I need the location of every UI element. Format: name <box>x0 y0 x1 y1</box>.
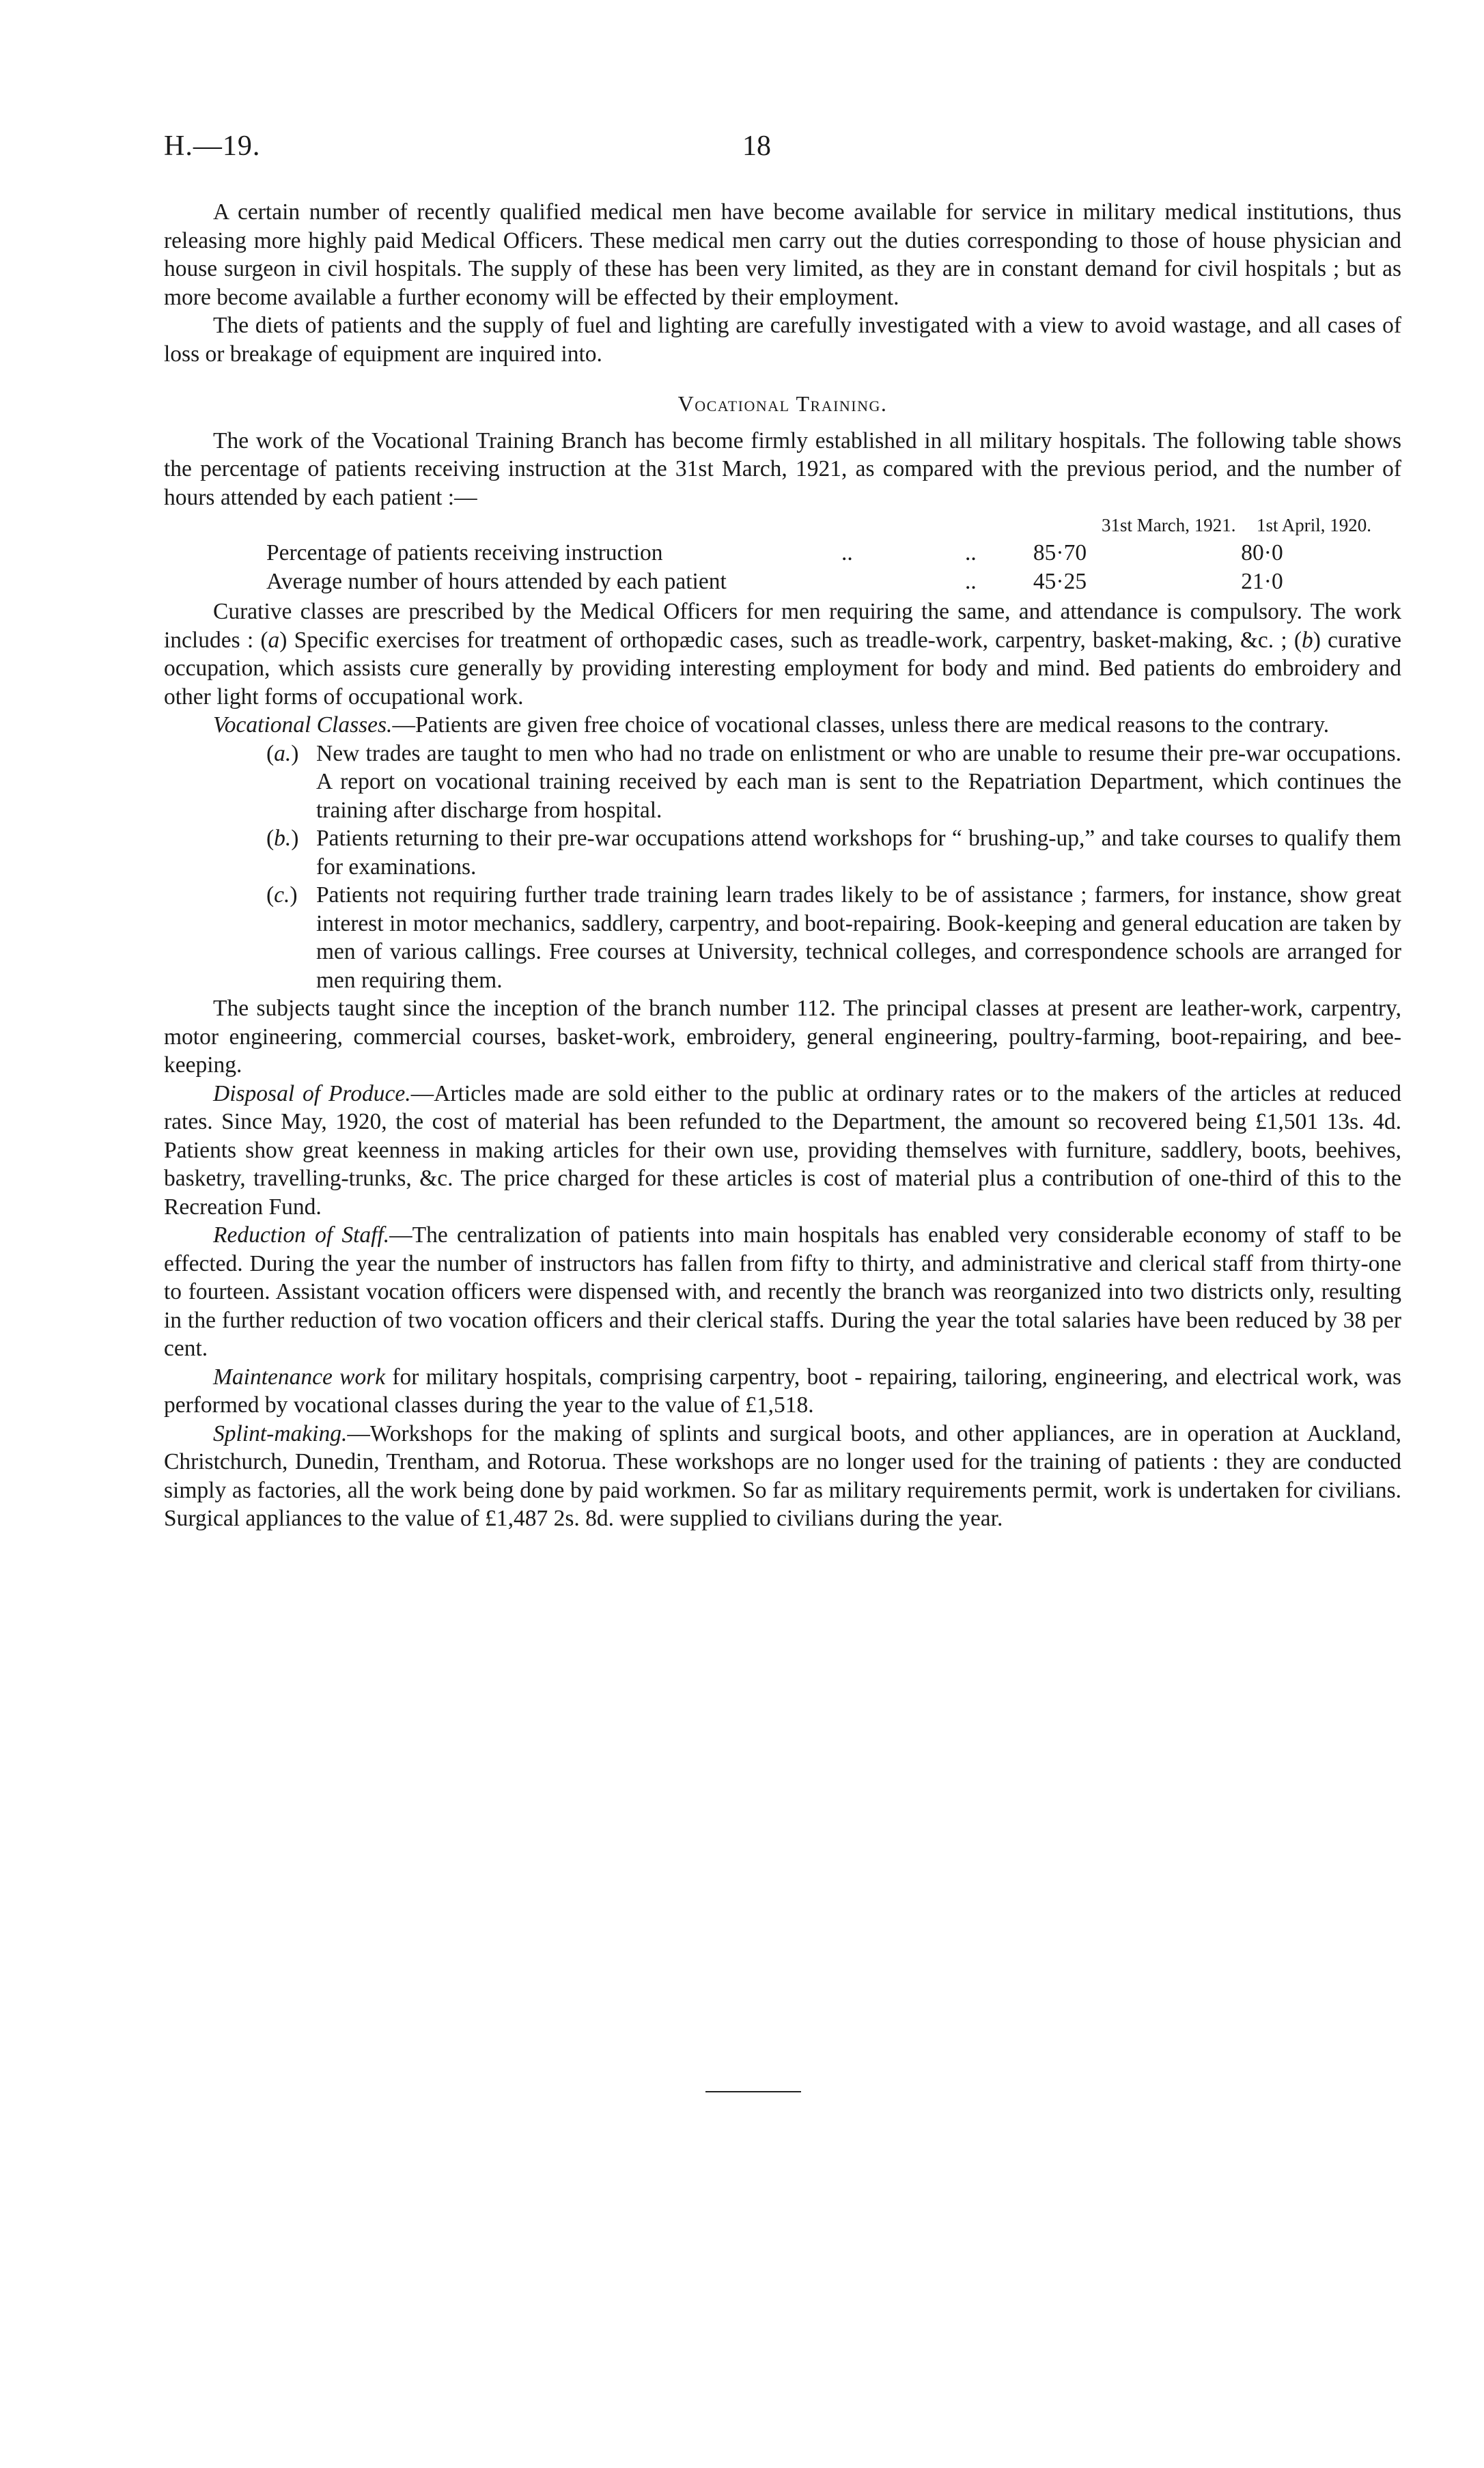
paragraph-vt-intro: The work of the Vocational Training Branch has become firmly established in all military hospitals. The following table shows the percentage of patients receiving instruction at the 31st March, 1921, as compared with the previous period, and the number of hours attended by each patient :— <box>164 427 1401 510</box>
statistics-table <box>266 511 1401 598</box>
end-rule <box>705 2091 801 2092</box>
document-id: H.—19. <box>164 130 261 162</box>
vocational-list <box>164 740 1401 995</box>
paragraph-vocational-classes: Vocational Classes.—Patients are given free choice of vocational classes, unless there are medical reasons to the contrary. <box>213 712 1330 738</box>
table-column-header: 31st March, 1921. <box>1102 515 1236 535</box>
table-cell-1921: 45·25 <box>1033 569 1087 594</box>
paragraph-maintenance: Maintenance work for military hospitals, comprising carpentry, boot - repairing, tailoring, engineering, and electrical work, was performed by vocational classes during the year to the value of £1,518. <box>164 1364 1401 1418</box>
table-row <box>266 539 1400 567</box>
section-title: Vocational Training. <box>677 391 888 416</box>
page-number: 18 <box>742 130 771 162</box>
paragraph-diets: The diets of patients and the supply of fuel and lighting are carefully investigated with a view to avoid wastage, and all cases of loss or breakage of equipment are inquired into. <box>164 313 1401 367</box>
table-cell-1920: 21·0 <box>1241 569 1283 594</box>
paragraph-curative: Curative classes are prescribed by the Medical Officers for men requiring the same, and attendance is compulsory. The work includes : (a) Specific exercises for treatment of orthopædic cases, such as treadle-work, carpentry, basket-making, &c. ; (b) curative occupation, which assists cure generally by providing interesting employment for body and mind. Bed patients do embroidery and other light forms of occupational work. <box>164 599 1401 710</box>
table-row <box>266 567 1400 596</box>
leader-dots: .. <box>841 540 853 565</box>
paragraph-splint: Splint-making.—Workshops for the making of splints and surgical boots, and other appliances, are in operation at Auckland, Christchurch, Dunedin, Trentham, and Rotorua. These workshops are no longer used for the training of patients : they are conducted simply as factories, all the work being done by paid workmen. So far as military requirements permit, work is undertaken for civilians. Surgical appliances to the value of £1,487 2s. 8d. were supplied to civilians during the year. <box>164 1420 1401 1531</box>
list-item: (a.) New trades are taught to men who had no trade on enlistment or who are unable to resume their pre-war occupations. A report on vocational training received by each man is sent to the Repatriation Department, which continues the training after discharge from hospital. <box>266 740 1401 823</box>
table-column-header: 1st April, 1920. <box>1257 515 1372 535</box>
list-marker: (b.) <box>266 826 299 851</box>
run-in-heading: Reduction of Staff. <box>213 1222 390 1248</box>
table-cell-1920: 80·0 <box>1241 540 1283 565</box>
page-header <box>164 130 1393 171</box>
paragraph-reduction: Reduction of Staff.—The centralization of patients into main hospitals has enabled very considerable economy of staff to be effected. During the year the number of instructors has fallen from fifty to thirty, and administrative and clerical staff from thirty-one to fourteen. Assistant vocation officers were dispensed with, and recently the branch was reorganized into two districts only, resulting in the further reduction of two vocation officers and their clerical staffs. During the year the total salaries have been reduced by 38 per cent. <box>164 1222 1402 1361</box>
run-in-heading: Disposal of Produce. <box>213 1080 411 1106</box>
paragraph-medical-men: A certain number of recently qualified medical men have become available for service in military medical institutions, thus releasing more highly paid Medical Officers. These medical men carry out the duties corresponding to those of house physician and house surgeon in civil hospitals. The supply of these has been very limited, as they are in constant demand for civil hospitals ; but as more become available a further economy will be effected by their employment. <box>164 199 1401 310</box>
table-row-label: Average number of hours attended by each patient <box>266 569 727 594</box>
paragraph-subjects: The subjects taught since the inception of the branch number 112. The principal classes at present are leather-work, carpentry, motor engineering, commercial courses, basket-work, embroidery, general engineering, poultry-farming, boot-repairing, and bee-keeping. <box>164 996 1401 1078</box>
page-body <box>164 198 1401 1533</box>
leader-dots: .. <box>965 540 977 565</box>
table-cell-1921: 85·70 <box>1033 540 1087 565</box>
list-item: (b.) Patients returning to their pre-war occupations attend workshops for “ brushing-up,” and take courses to qualify them for examinations. <box>266 826 1401 880</box>
list-item: (c.) Patients not requiring further trade training learn trades likely to be of assistance ; farmers, for instance, show great interest in motor mechanics, saddlery, carpentry, and boot-repairing. Book-keeping and general education are taken by men of various callings. Free courses at University, technical colleges, and correspondence schools are arranged for men requiring them. <box>266 882 1401 993</box>
run-in-heading: Vocational Classes. <box>213 712 393 738</box>
paragraph-disposal: Disposal of Produce.—Articles made are sold either to the public at ordinary rates or to the makers of the articles at reduced rates. Since May, 1920, the cost of material has been refunded to the Department, the amount so recovered being £1,501 13s. 4d. Patients show great keenness in making articles for their own use, providing themselves with furniture, saddlery, boots, beehives, basketry, travelling-trunks, &c. The price charged for these articles is cost of material plus a contribution of one-third of this to the Recreation Fund. <box>164 1080 1402 1220</box>
table-row-label: Percentage of patients receiving instruction <box>266 540 663 565</box>
run-in-heading: Maintenance work <box>213 1364 386 1390</box>
run-in-heading: Splint-making. <box>213 1420 348 1446</box>
leader-dots: .. <box>965 569 977 594</box>
list-marker: (a.) <box>266 740 299 766</box>
list-marker: (c.) <box>266 882 298 908</box>
